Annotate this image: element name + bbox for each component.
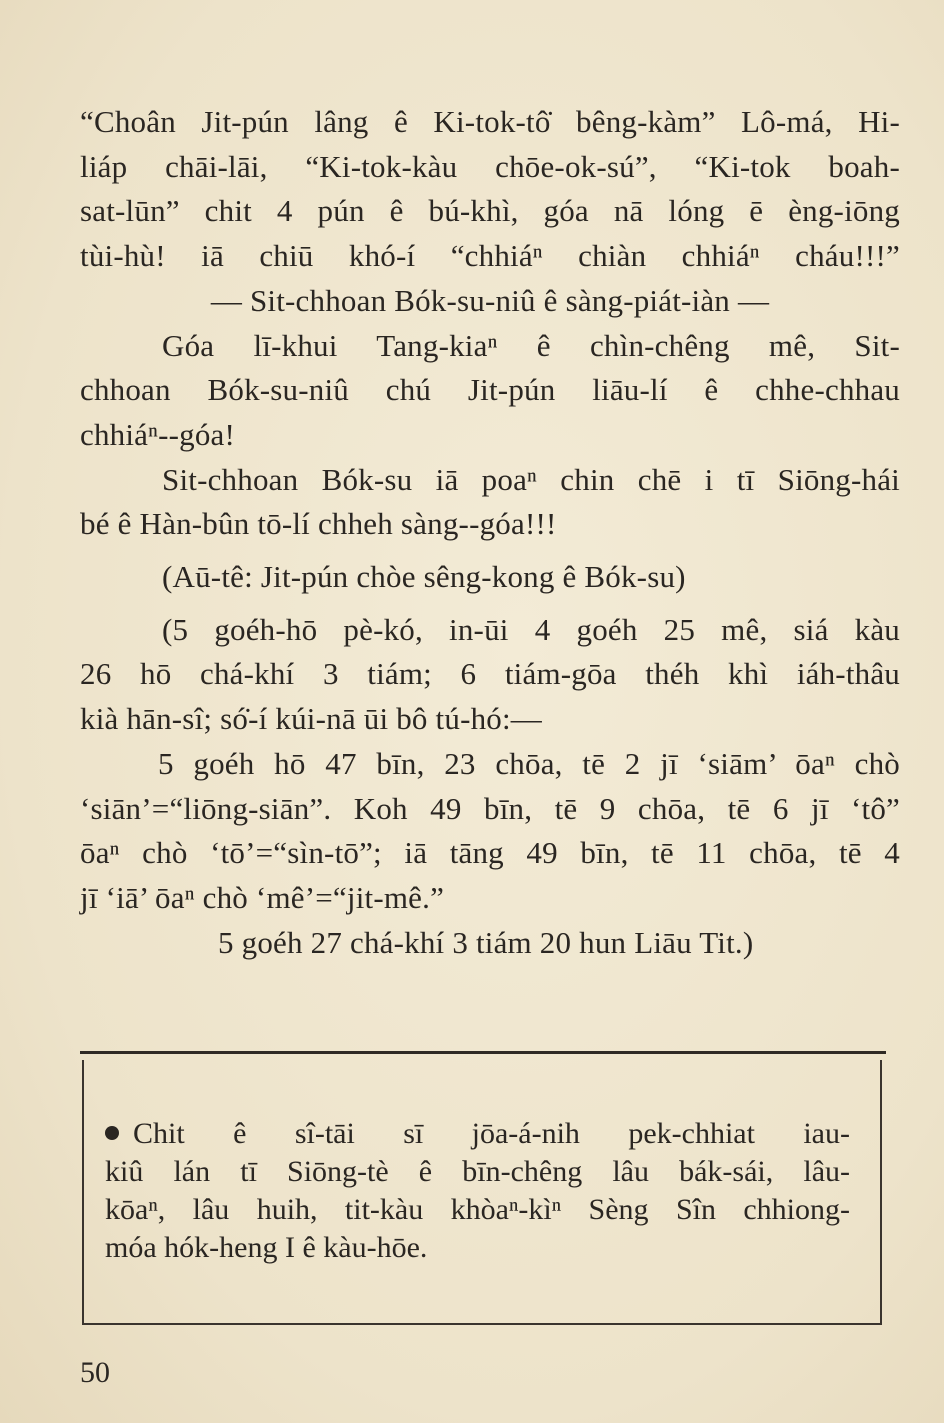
body-line: (5 goéh-hō pè-kó, in-ūi 4 goéh 25 mê, siá kàu <box>162 611 900 647</box>
body-line: “Choân Jit-pún lâng ê Ki-tok-tô̇ bêng-kàm” Lô-má, Hi- <box>80 104 900 139</box>
section-heading: — Sit-chhoan Bók-su-niû ê sàng-piát-iàn — <box>210 282 770 318</box>
body-line: Sit-chhoan Bók-su iā poaⁿ chin chē i tī Siōng-hái <box>162 461 900 497</box>
signature-line: 5 goéh 27 chá-khí 3 tiám 20 hun Liāu Tit.) <box>218 924 754 960</box>
box-text <box>105 1115 850 1267</box>
box-line: kiû lán tī Siōng-tè ê bīn-chêng lâu bák-sái, lâu- <box>105 1155 850 1188</box>
body-line: 26 hō chá-khí 3 tiám; 6 tiám-gōa théh khì iáh-thâu <box>80 656 900 692</box>
body-line: tùi-hù! iā chiū khó-í “chhiáⁿ chiàn chhiáⁿ cháu!!!” <box>80 238 900 274</box>
body-line: liáp chāi-lāi, “Ki-tok-kàu chōe-ok-sú”, “Ki-tok boah- <box>80 148 900 184</box>
body-line: 5 goéh hō 47 bīn, 23 chōa, tē 2 jī ‘siām’ ōaⁿ chò <box>158 745 900 781</box>
body-line: ‘siān’=“liōng-siān”. Koh 49 bīn, tē 9 chōa, tē 6 jī ‘tô” <box>80 790 900 826</box>
page-number: 50 <box>80 1356 110 1389</box>
body-line: Góa lī-khui Tang-kiaⁿ ê chìn-chêng mê, Sit- <box>162 327 900 363</box>
box-line: kōaⁿ, lâu huih, tit-kàu khòaⁿ-kìⁿ Sèng Sîn chhiong- <box>105 1193 850 1226</box>
postscript-heading: (Aū-tê: Jit-pún chòe sêng-kong ê Bók-su) <box>162 559 686 595</box>
main-text-block <box>80 100 900 965</box>
body-line: bé ê Hàn-bûn tō-lí chheh sàng--góa!!! <box>80 506 557 542</box>
body-line: ōaⁿ chò ‘tō’=“sìn-tō”; iā tāng 49 bīn, tē 11 chōa, tē 4 <box>80 835 900 871</box>
body-line: kià hān-sî; só̇-í kúi-nā ūi bô tú-hó:— <box>80 701 543 737</box>
body-line: chhiáⁿ--góa! <box>80 416 236 452</box>
box-top-rule <box>80 1051 886 1054</box>
body-line: jī ‘iā’ ōaⁿ chò ‘mê’=“jit-mê.” <box>80 879 445 915</box>
bullet-icon <box>105 1126 119 1140</box>
body-line: chhoan Bók-su-niû chú Jit-pún liāu-lí ê chhe-chhau <box>80 372 900 408</box>
body-line: sat-lūn” chit 4 pún ê bú-khì, góa nā lóng ē èng-iōng <box>80 193 900 229</box>
box-line: móa hók-heng I ê kàu-hōe. <box>105 1231 428 1264</box>
box-line: Chit ê sî-tāi sī jōa-á-nih pek-chhiat iau- <box>105 1115 850 1153</box>
